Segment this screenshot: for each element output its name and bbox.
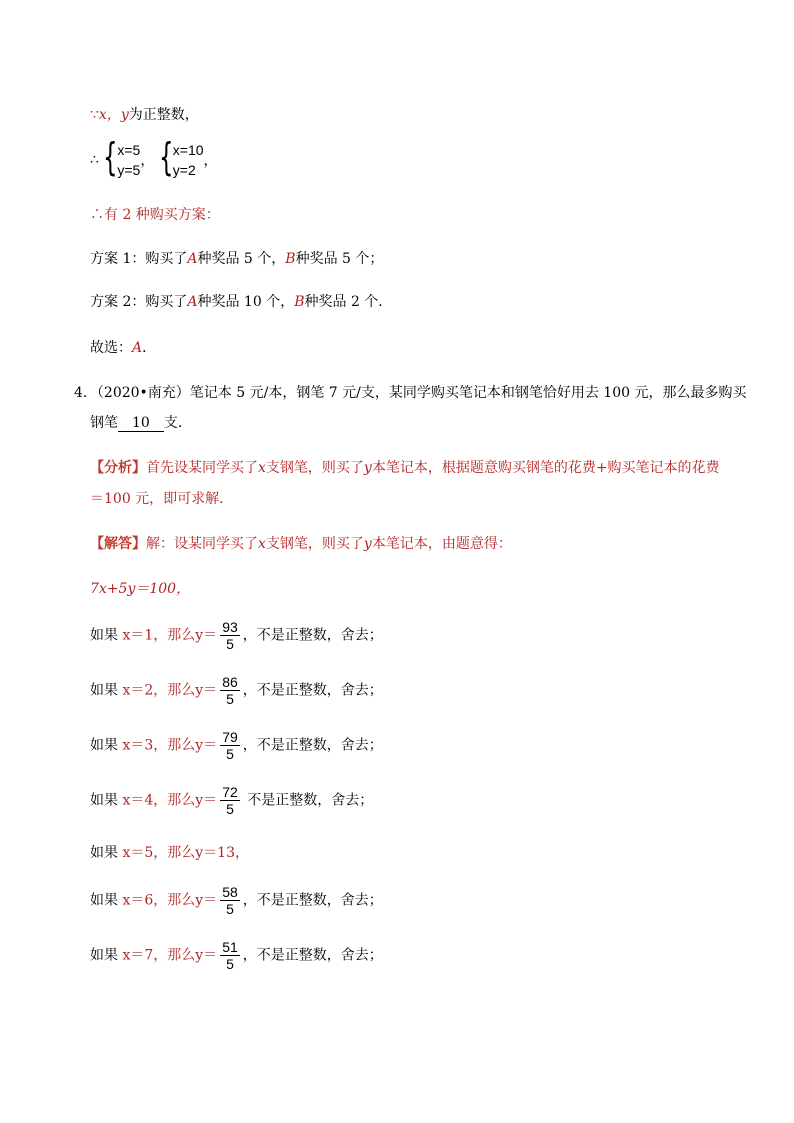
case-post: ，不是正整数，舍去； [242,892,383,909]
fraction-numerator: 79 [222,729,238,745]
case-post: 不是正整数，舍去； [242,792,374,809]
case-pre: 如果 [90,892,123,909]
fraction-denominator: 5 [226,636,234,652]
answer-blank: 10 [118,415,164,432]
solution-c: 支钢笔，则买了 [265,536,364,552]
fraction-numerator: 93 [222,619,238,635]
case-x: x＝4，那么 [122,792,196,809]
fraction [220,884,240,917]
analysis-x: x [258,460,266,476]
therefore-symbol: ∴ [90,152,99,168]
line-positive-integers [90,104,199,124]
case-pre: 如果 [90,845,123,861]
plan2-text-c: 种奖品 10 个， [197,294,295,310]
q4-text-b: 支． [163,415,192,431]
case-7 [90,939,383,972]
case-x: x＝1，那么 [122,627,196,644]
line-choose [90,337,156,357]
fraction-numerator: 72 [222,784,238,800]
plan2-text-e: 种奖品 2 个． [304,294,393,310]
analysis-line2: ＝100 元，即可求解． [90,491,234,507]
analysis-tag: 【分析】 [90,460,146,476]
case-pre: 如果 [90,792,123,809]
fraction-denominator: 5 [226,746,234,762]
because-symbol: ∵ [90,107,99,123]
analysis-a: 首先设某同学买了 [146,460,258,476]
brace-icon: { [103,135,118,179]
fraction-denominator: 5 [226,691,234,707]
case-y: y＝ [195,792,218,809]
analysis-line1 [90,457,720,477]
fraction-denominator: 5 [226,801,234,817]
choose-text: 故选： [90,340,132,356]
line-two-plans: ∴有 2 种购买方案： [90,207,220,223]
analysis-e: 本笔记本，根据题意购买钢笔的花费+购买笔记本的花费 [371,460,720,476]
system-1-eq1: x=5 [117,142,141,158]
system-2-eq1: x=10 [172,142,204,158]
solution-a: 解：设某同学买了 [146,536,258,552]
case-y: y＝ [195,627,218,644]
plan2-text-a: 方案 2：购买了 [90,294,188,310]
fraction-denominator: 5 [226,956,234,972]
case-5 [90,842,249,862]
plan1-text-a: 方案 1：购买了 [90,251,188,267]
system-2 [158,135,204,180]
case-x: x＝3，那么 [122,737,196,754]
case-1 [90,619,383,652]
fraction [220,784,240,817]
question-4-line1: 4．（2020•南充）笔记本 5 元/本，钢笔 7 元/支，某同学购买笔记本和钢笔恰好用去 100 元，那么最多购买 [74,385,747,401]
system-2-eq2: y=2 [172,162,196,178]
case-pre: 如果 [90,682,123,699]
system-1-eq2: y=5 [117,162,141,178]
case-6 [90,884,383,917]
fraction [220,674,240,707]
plan1-var-b: B [285,251,296,267]
case-post: ，不是正整数，舍去； [242,682,383,699]
plan2-var-b: B [294,294,305,310]
fraction [220,729,240,762]
plan1-text-c: 种奖品 5 个， [197,251,286,267]
positive-integer-text: 为正整数， [128,107,199,123]
fraction [220,939,240,972]
line-plan-2 [90,291,392,311]
solution-e: 本笔记本，由题意得： [371,536,512,552]
line-solutions: ∴ { x=5 y=5 ， { x=10 y=2 ， [90,135,218,179]
case-4 [90,784,373,817]
case-y: y＝ [195,682,218,699]
plan1-var-a: A [187,251,198,267]
plan2-var-a: A [187,294,198,310]
xy-vars: x，y [98,107,129,123]
choose-period: ． [142,340,157,356]
equation-line: 7x+5y＝100， [90,581,191,597]
case-y: y＝ [195,947,218,964]
choose-answer: A [132,340,143,356]
case-post: ，不是正整数，舍去； [242,737,383,754]
case-pre: 如果 [90,627,123,644]
case-x: x＝5，那么 [122,845,196,861]
line-plan-1 [90,248,383,268]
case-x: x＝7，那么 [122,947,196,964]
case-x: x＝2，那么 [122,682,196,699]
question-4-line2 [90,412,192,432]
brace-icon: { [158,135,174,179]
fraction [220,619,240,652]
case-y: y＝ [195,737,218,754]
solution-intro [90,533,512,553]
case-3 [90,729,383,762]
case-2 [90,674,383,707]
solution-x: x [258,536,266,552]
analysis-y: y [363,460,372,476]
fraction-denominator: 5 [226,901,234,917]
q4-text-a: 钢笔 [90,415,118,431]
case-pre: 如果 [90,947,123,964]
fraction-numerator: 51 [222,939,238,955]
solution-tag: 【解答】 [90,536,146,552]
case-y: y＝ [195,892,218,909]
system-1 [103,135,141,180]
analysis-c: 支钢笔，则买了 [265,460,364,476]
case-post: ，不是正整数，舍去； [242,947,383,964]
solution-y: y [363,536,372,552]
plan1-text-e: 种奖品 5 个； [295,251,384,267]
solutions-tail: ， [203,153,218,169]
case-pre: 如果 [90,737,123,754]
case-y: y＝13， [195,845,249,861]
case-post: ，不是正整数，舍去； [242,627,383,644]
fraction-numerator: 58 [222,884,238,900]
case-x: x＝6，那么 [122,892,196,909]
fraction-numerator: 86 [222,674,238,690]
